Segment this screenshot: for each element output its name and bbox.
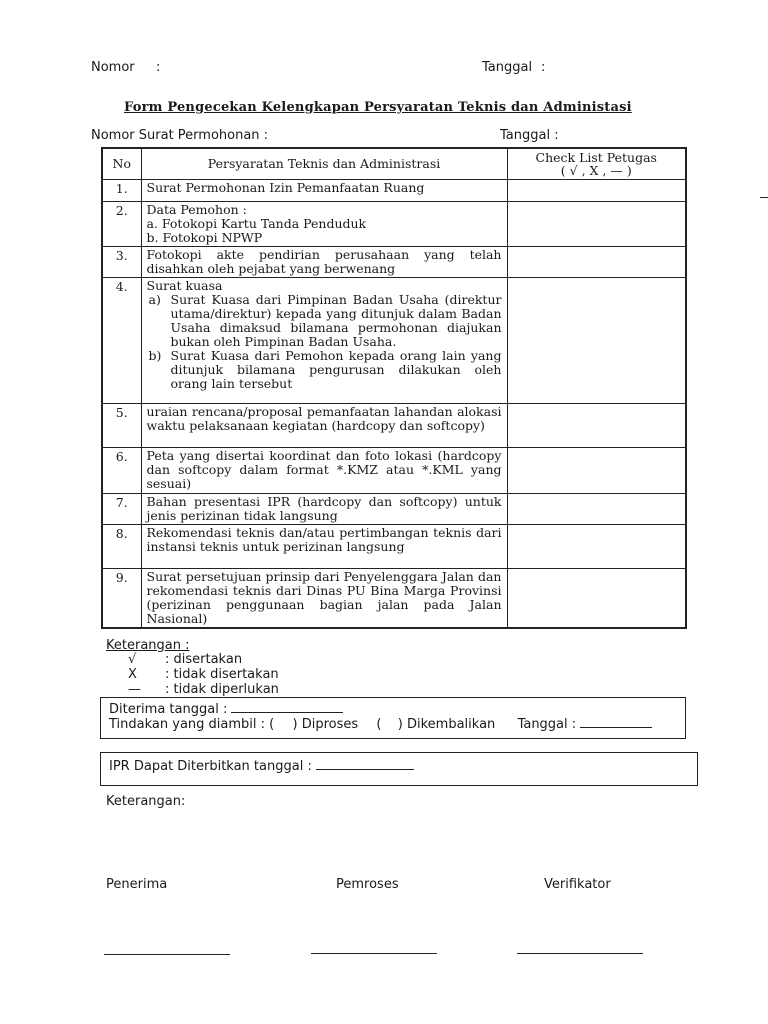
table-row <box>102 524 686 568</box>
legend-list <box>128 652 279 697</box>
legend-text: : disertakan <box>165 652 243 667</box>
tindakan-tanggal-label: Tanggal : <box>517 717 577 732</box>
requirement-line: a. Fotokopi Kartu Tanda Penduduk <box>146 215 367 231</box>
tanggal-separator: : <box>541 60 546 75</box>
legend-item <box>128 667 279 682</box>
legend-item <box>128 652 279 667</box>
table-row <box>102 179 686 201</box>
row-number: 9. <box>102 568 141 628</box>
tanggal-surat-label: Tanggal : <box>500 128 559 143</box>
row-checklist-cell[interactable] <box>507 277 686 403</box>
row-checklist-cell[interactable] <box>507 568 686 628</box>
ipr-label: IPR Dapat Diterbitkan tanggal : <box>109 759 312 774</box>
tindakan-date-field[interactable] <box>580 727 652 728</box>
legend-text: : tidak diperlukan <box>165 682 279 697</box>
row-checklist-cell[interactable] <box>507 246 686 277</box>
nomor-surat-label: Nomor Surat Permohonan : <box>91 128 269 143</box>
requirement-line: Fotokopi akte pendirian perusahaan yang telah disahkan oleh pejabat yang berwenang <box>146 246 502 276</box>
diproses-label: ) Diproses <box>292 717 359 732</box>
row-number: 4. <box>102 277 141 403</box>
row-requirement <box>141 447 507 493</box>
legend-symbol: X <box>128 667 137 682</box>
row-requirement <box>141 277 507 403</box>
receipt-box <box>100 697 686 739</box>
requirement-subitem <box>147 293 502 349</box>
table-row <box>102 447 686 493</box>
subitem-text: Surat Kuasa dari Pimpinan Badan Usaha (direktur utama/direktur) kepada yang ditunjuk dalam Badan Usaha dimaksud bilamana permohonan diajukan bukan oleh Pimpinan Badan Usaha. <box>170 291 502 349</box>
requirements-body <box>102 179 686 628</box>
legend-symbol: √ <box>128 652 137 667</box>
table-header-row <box>102 148 686 179</box>
requirement-line: Surat persetujuan prinsip dari Penyelenggara Jalan dan rekomendasi teknis dari Dinas PU Bina Marga Provinsi (perizinan penggunaan bagian jalan pada Jalan Nasional) <box>146 568 502 626</box>
row-number: 1. <box>102 179 141 201</box>
keterangan-label: Keterangan: <box>106 794 186 809</box>
table-row <box>102 403 686 447</box>
tindakan-label: Tindakan yang diambil : ( <box>109 717 275 732</box>
nomor-separator: : <box>156 60 161 75</box>
table-row <box>102 246 686 277</box>
row-checklist-cell[interactable] <box>507 524 686 568</box>
legend-item <box>128 682 279 697</box>
subitem-marker: b) <box>148 347 162 363</box>
signature-line-pemroses[interactable] <box>311 953 437 954</box>
requirements-table <box>101 147 687 629</box>
row-number: 2. <box>102 201 141 246</box>
row-requirement <box>141 403 507 447</box>
col-header-no: No <box>102 148 141 179</box>
row-requirement <box>141 201 507 246</box>
ipr-date-field[interactable] <box>316 769 414 770</box>
requirement-line: b. Fotokopi NPWP <box>146 229 263 245</box>
table-row <box>102 568 686 628</box>
subitem-marker: a) <box>148 291 161 307</box>
row-requirement <box>141 246 507 277</box>
row-number: 7. <box>102 493 141 524</box>
dikembalikan-label: ) Dikembalikan <box>397 717 496 732</box>
requirement-line: Rekomendasi teknis dan/atau pertimbangan teknis dari instansi teknis untuk perizinan langsung <box>146 524 502 554</box>
row-number: 8. <box>102 524 141 568</box>
requirement-line: Surat Permohonan Izin Pemanfaatan Ruang <box>146 179 425 195</box>
diterima-label: Diterima tanggal : <box>109 702 228 717</box>
signature-pemroses-label: Pemroses <box>336 877 399 892</box>
table-row <box>102 277 686 403</box>
row-requirement <box>141 493 507 524</box>
requirement-line: Peta yang disertai koordinat dan foto lokasi (hardcopy dan softcopy dalam format *.KMZ atau *.KML yang sesuai) <box>146 447 502 491</box>
signature-penerima-label: Penerima <box>106 877 168 892</box>
edge-mark <box>760 197 768 198</box>
ipr-box <box>100 752 698 786</box>
col-header-requirement: Persyaratan Teknis dan Administrasi <box>141 148 507 179</box>
legend-text: : tidak disertakan <box>165 667 279 682</box>
row-number: 5. <box>102 403 141 447</box>
legend-title: Keterangan : <box>106 638 190 653</box>
checklist-header-line1: Check List Petugas <box>535 149 657 165</box>
row-checklist-cell[interactable] <box>507 201 686 246</box>
requirement-line: Data Pemohon : <box>146 201 247 217</box>
tanggal-label: Tanggal <box>482 60 533 75</box>
table-row <box>102 493 686 524</box>
diterima-date-field[interactable] <box>231 712 343 713</box>
row-requirement <box>141 524 507 568</box>
signature-line-verifikator[interactable] <box>517 953 643 954</box>
signature-verifikator-label: Verifikator <box>544 877 611 892</box>
col-header-checklist <box>507 148 686 179</box>
checklist-header-line2: ( √ , X , — ) <box>560 162 632 178</box>
signature-line-penerima[interactable] <box>104 954 230 955</box>
row-checklist-cell[interactable] <box>507 493 686 524</box>
requirement-line: Surat kuasa <box>146 277 223 293</box>
table-row <box>102 201 686 246</box>
legend-symbol: — <box>128 682 141 697</box>
requirement-line: Bahan presentasi IPR (hardcopy dan softcopy) untuk jenis perizinan tidak langsung <box>146 493 502 523</box>
row-requirement <box>141 568 507 628</box>
requirement-line: uraian rencana/proposal pemanfaatan lahandan alokasi waktu pelaksanaan kegiatan (hardcopy dan softcopy) <box>146 403 502 433</box>
requirement-subitem <box>147 349 502 391</box>
nomor-label: Nomor <box>91 60 135 75</box>
form-title: Form Pengecekan Kelengkapan Persyaratan Teknis dan Administasi <box>124 100 632 115</box>
row-requirement <box>141 179 507 201</box>
row-checklist-cell[interactable] <box>507 447 686 493</box>
row-number: 6. <box>102 447 141 493</box>
row-checklist-cell[interactable] <box>507 403 686 447</box>
row-checklist-cell[interactable] <box>507 179 686 201</box>
row-number: 3. <box>102 246 141 277</box>
subitem-text: Surat Kuasa dari Pemohon kepada orang lain yang ditunjuk bilamana pengurusan dilakukan oleh orang lain tersebut <box>170 347 502 391</box>
dikembalikan-open-paren: ( <box>376 717 382 732</box>
